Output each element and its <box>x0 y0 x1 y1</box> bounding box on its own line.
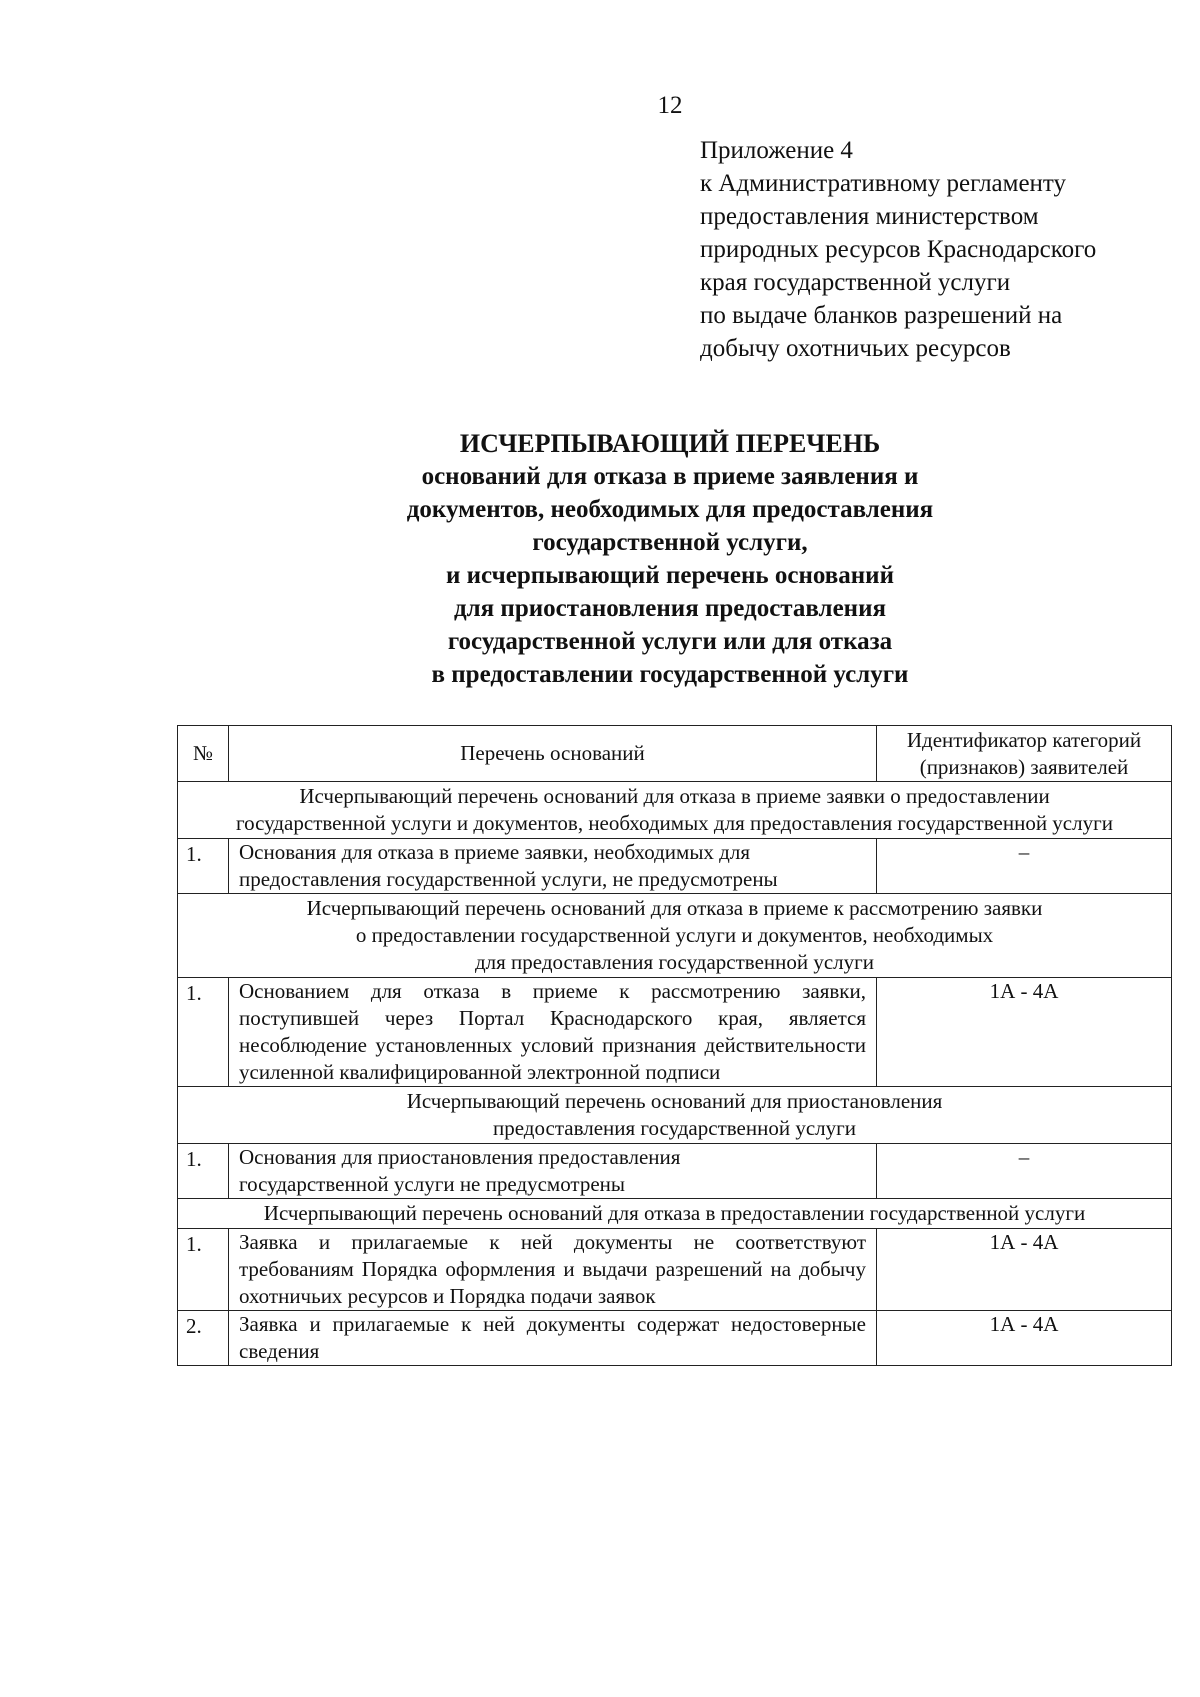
appendix-line: Приложение 4 <box>700 137 853 164</box>
header-list: Перечень оснований <box>229 726 877 782</box>
section-title <box>178 1199 1172 1229</box>
section-title-line: Исчерпывающий перечень оснований для приостановления <box>406 1089 943 1113</box>
header-id-line: (признаков) заявителей <box>919 754 1129 779</box>
row-text: Заявка и прилагаемые к ней документы содержат недостоверные сведения <box>229 1311 877 1366</box>
row-text: Заявка и прилагаемые к ней документы не соответствуют требованиям Порядка оформления и выдачи разрешений на добычу охотничьих ресурсов и Порядка подачи заявок <box>229 1229 877 1311</box>
table-header-row <box>178 726 1172 782</box>
row-id: 1А - 4А <box>877 1311 1172 1366</box>
header-id-line: Идентификатор категорий <box>906 727 1142 752</box>
title-main: ИСЧЕРПЫВАЮЩИЙ ПЕРЕЧЕНЬ <box>459 429 881 458</box>
table-row <box>178 1144 1172 1199</box>
section-row <box>178 1087 1172 1144</box>
row-id: 1А - 4А <box>877 1229 1172 1311</box>
row-id: 1А - 4А <box>877 978 1172 1087</box>
table-row <box>178 839 1172 894</box>
row-num: 1. <box>178 1229 229 1311</box>
section-title-line: предоставления государственной услуги <box>493 1116 856 1140</box>
appendix-line: предоставления министерством <box>700 203 1039 230</box>
section-title-line: Исчерпывающий перечень оснований для отказа в предоставлении государственной услуги <box>263 1201 1086 1225</box>
section-title <box>178 894 1172 978</box>
header-id <box>877 726 1172 782</box>
appendix-line: природных ресурсов Краснодарского <box>700 236 1097 263</box>
row-num: 2. <box>178 1311 229 1366</box>
section-row <box>178 894 1172 978</box>
row-text: Основания для приостановления предоставления государственной услуги не предусмотрены <box>229 1144 877 1199</box>
title-line: государственной услуги или для отказа <box>447 628 893 655</box>
appendix-note <box>700 134 1170 365</box>
section-title-line: для предоставления государственной услуги <box>474 950 875 974</box>
header-num: № <box>178 726 229 782</box>
row-num: 1. <box>178 1144 229 1199</box>
table-row <box>178 978 1172 1087</box>
row-id: – <box>877 839 1172 894</box>
appendix-line: края государственной услуги <box>700 269 1011 296</box>
row-num: 1. <box>178 839 229 894</box>
section-title-line: Исчерпывающий перечень оснований для отказа в приеме заявки о предоставлении <box>299 784 1050 808</box>
title-line: и исчерпывающий перечень оснований <box>446 562 894 589</box>
title-line: для приостановления предоставления <box>453 595 887 622</box>
section-title <box>178 782 1172 839</box>
appendix-line: к Административному регламенту <box>700 170 1067 197</box>
row-id: – <box>877 1144 1172 1199</box>
grounds-table <box>177 725 1172 1366</box>
title-line: государственной услуги, <box>532 529 808 556</box>
section-row <box>178 782 1172 839</box>
document-title <box>0 427 1200 691</box>
row-text: Основанием для отказа в приеме к рассмотрению заявки, поступившей через Портал Краснодарского края, является несоблюдение установленных условий признания действительности усиленной квалифицированной электронной подписи <box>229 978 877 1087</box>
row-text: Основания для отказа в приеме заявки, необходимых для предоставления государственной услуги, не предусмотрены <box>229 839 877 894</box>
title-line: документов, необходимых для предоставления <box>406 496 934 523</box>
title-line: в предоставлении государственной услуги <box>431 661 909 688</box>
section-title-line: государственной услуги и документов, необходимых для предоставления государственной услуги <box>236 811 1113 835</box>
section-row <box>178 1199 1172 1229</box>
row-num: 1. <box>178 978 229 1087</box>
appendix-line: по выдаче бланков разрешений на <box>700 302 1063 329</box>
table-row <box>178 1311 1172 1366</box>
table-row <box>178 1229 1172 1311</box>
title-line: оснований для отказа в приеме заявления и <box>421 463 919 490</box>
appendix-line: добычу охотничьих ресурсов <box>700 335 1011 362</box>
section-title-line: Исчерпывающий перечень оснований для отказа в приеме к рассмотрению заявки <box>306 896 1043 920</box>
section-title <box>178 1087 1172 1144</box>
section-title-line: о предоставлении государственной услуги и документов, необходимых <box>355 923 994 947</box>
page-number: 12 <box>657 92 683 119</box>
